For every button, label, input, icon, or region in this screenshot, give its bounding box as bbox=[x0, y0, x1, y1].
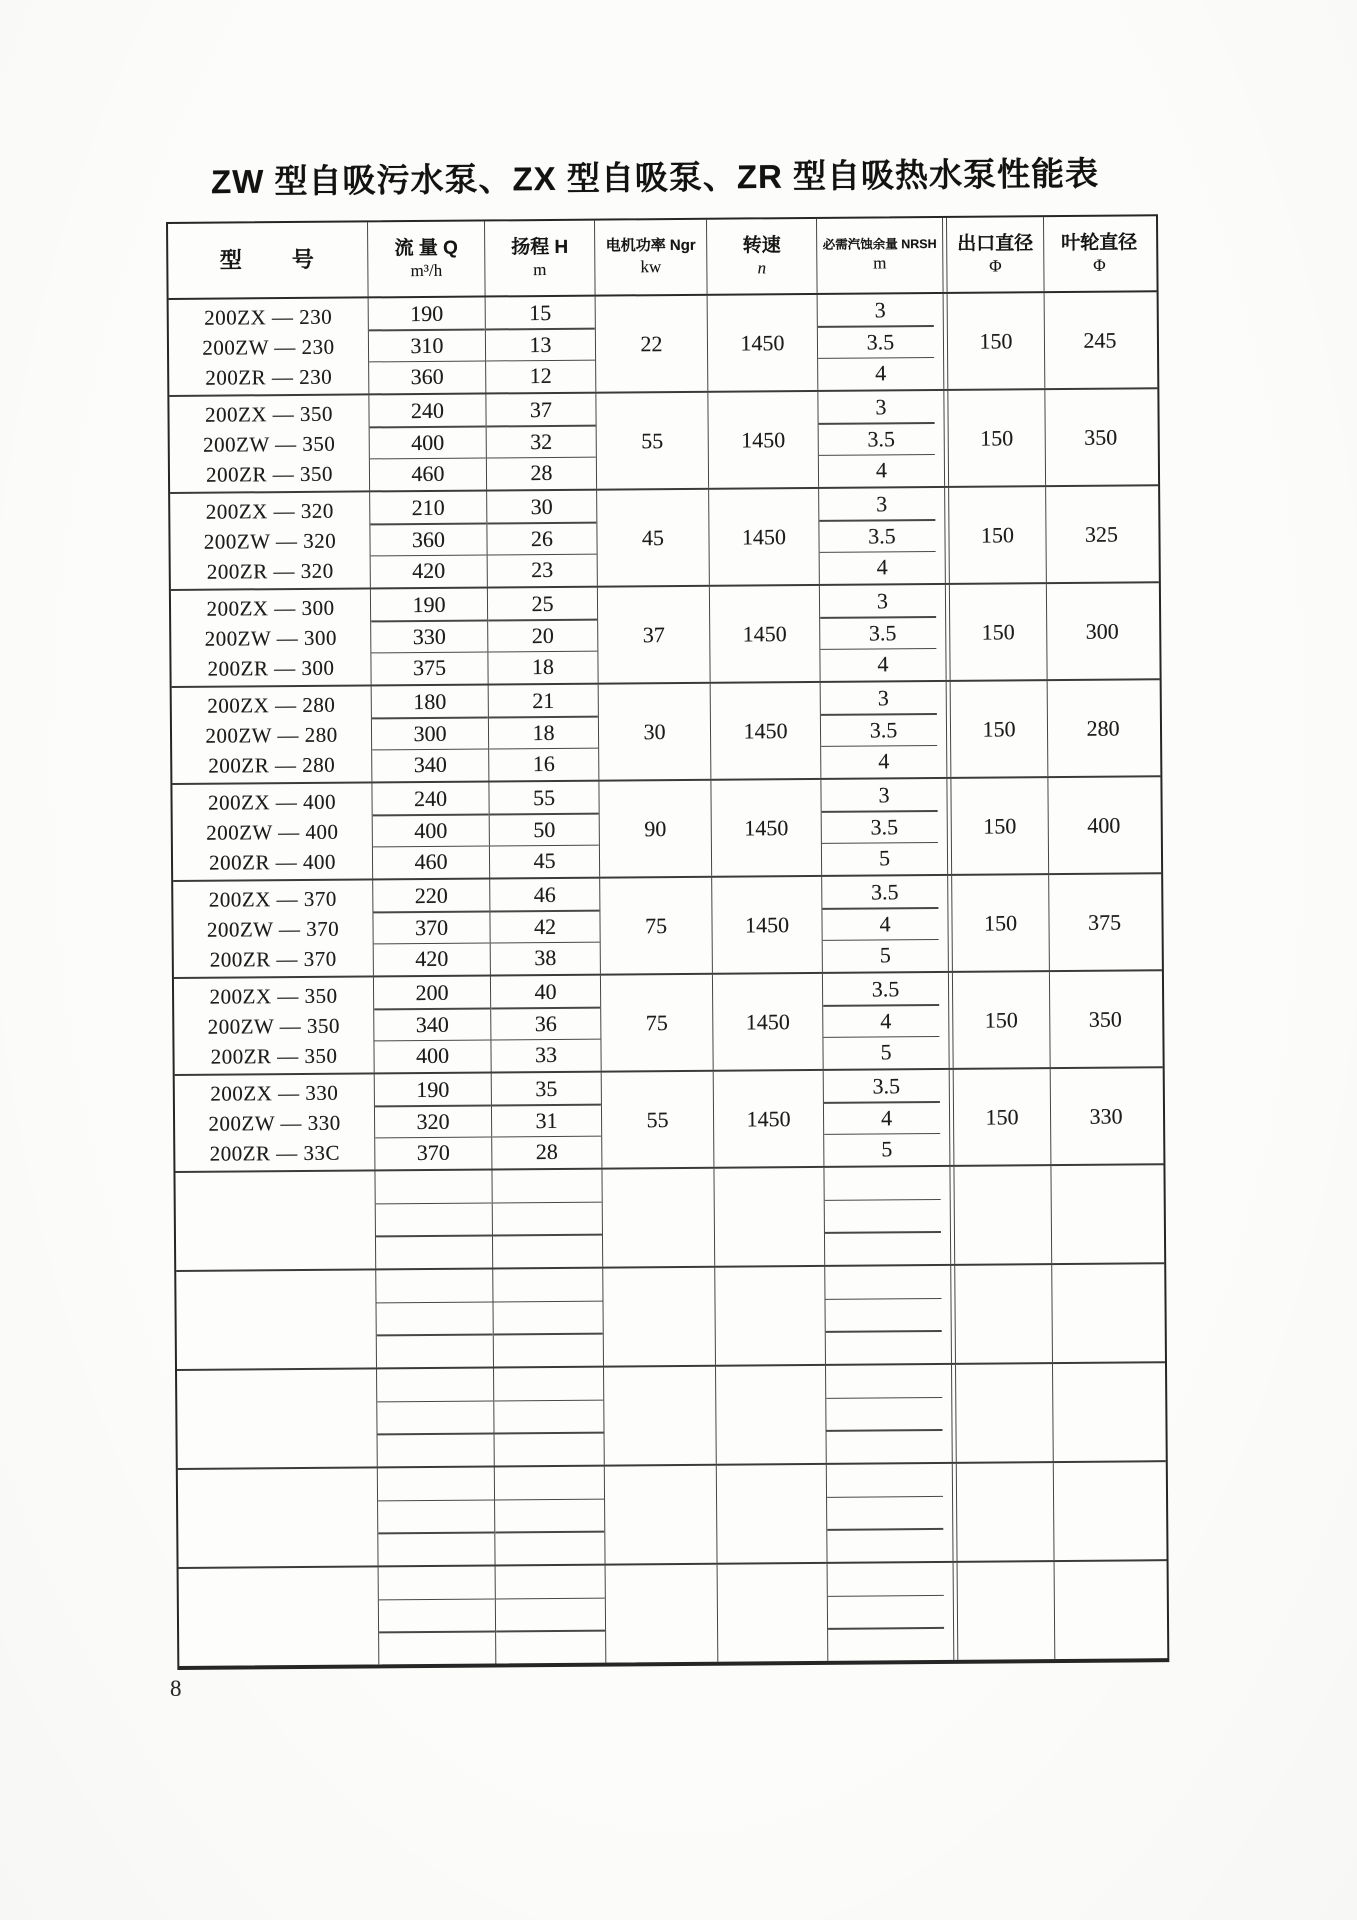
power-value: 30 bbox=[599, 684, 712, 780]
model-label: 200ZX — 350 bbox=[209, 983, 338, 1009]
npsh-column bbox=[818, 294, 945, 390]
head-value: 35 bbox=[492, 1073, 601, 1106]
flow-value: 180 bbox=[372, 685, 488, 718]
flow-column bbox=[376, 1269, 494, 1367]
head-value bbox=[494, 1333, 603, 1366]
npsh-value bbox=[825, 1298, 950, 1331]
pump-row-group bbox=[170, 486, 1159, 591]
model-label: 200ZR — 320 bbox=[206, 558, 334, 584]
flow-value: 460 bbox=[411, 460, 445, 487]
flow-column bbox=[375, 1073, 493, 1169]
flow-value: 420 bbox=[412, 557, 446, 584]
model-cell bbox=[175, 1171, 376, 1270]
power-value bbox=[605, 1466, 718, 1564]
head-value: 33 bbox=[534, 1042, 558, 1068]
head-value: 21 bbox=[489, 685, 598, 718]
impeller-value: 300 bbox=[1085, 618, 1119, 644]
head-value bbox=[495, 1499, 604, 1532]
outlet-value: 150 bbox=[951, 778, 1049, 874]
head-value: 28 bbox=[535, 1139, 558, 1165]
header-head: 扬程 H m bbox=[485, 221, 596, 296]
npsh-column bbox=[824, 1167, 951, 1265]
impeller-value: 400 bbox=[1087, 812, 1121, 838]
flow-value bbox=[376, 1235, 492, 1268]
head-column bbox=[490, 879, 601, 975]
head-column bbox=[486, 394, 597, 490]
header-speed: 转速 n bbox=[707, 219, 818, 294]
flow-value: 400 bbox=[370, 426, 486, 459]
npsh-column bbox=[824, 1070, 951, 1166]
flow-value: 330 bbox=[371, 620, 487, 653]
model-label: 200ZX — 280 bbox=[207, 692, 336, 718]
outlet-value bbox=[955, 1265, 1053, 1363]
head-value: 12 bbox=[529, 363, 552, 389]
power-value: 55 bbox=[596, 393, 709, 489]
outlet-value: 150 bbox=[954, 1069, 1052, 1165]
npsh-value bbox=[826, 1397, 951, 1430]
impeller-value bbox=[1051, 1165, 1162, 1263]
impeller-value: 350 bbox=[1084, 424, 1118, 450]
model-label: 200ZW — 370 bbox=[206, 916, 340, 942]
pump-row-group bbox=[175, 1068, 1164, 1173]
speed-value: 1450 bbox=[709, 489, 820, 585]
flow-value: 400 bbox=[373, 814, 489, 847]
npsh-column bbox=[827, 1464, 954, 1562]
model-label: 200ZW — 300 bbox=[204, 625, 338, 651]
header-model bbox=[168, 222, 369, 298]
model-label: 200ZR — 350 bbox=[205, 461, 333, 487]
head-value: 28 bbox=[530, 460, 553, 486]
head-column bbox=[494, 1368, 605, 1466]
model-cell bbox=[171, 589, 372, 686]
head-value bbox=[493, 1301, 602, 1334]
head-value: 18 bbox=[531, 654, 555, 680]
head-column bbox=[492, 1170, 603, 1268]
head-column bbox=[492, 1073, 603, 1169]
head-value: 16 bbox=[532, 751, 555, 777]
speed-value bbox=[718, 1564, 829, 1662]
outlet-value: 150 bbox=[953, 972, 1051, 1068]
model-cell bbox=[179, 1567, 380, 1666]
head-value: 42 bbox=[490, 910, 599, 943]
npsh-column bbox=[821, 779, 948, 875]
flow-value bbox=[378, 1532, 494, 1565]
head-value bbox=[493, 1234, 602, 1267]
model-cell bbox=[178, 1468, 379, 1567]
flow-column bbox=[374, 976, 492, 1072]
power-value: 37 bbox=[598, 587, 711, 683]
power-value: 75 bbox=[601, 975, 714, 1071]
model-label: 200ZR — 400 bbox=[209, 849, 337, 875]
empty-row-group bbox=[178, 1462, 1167, 1569]
outlet-value bbox=[956, 1364, 1054, 1462]
npsh-value: 3 bbox=[819, 488, 944, 521]
npsh-value: 3.5 bbox=[821, 714, 946, 747]
outlet-value: 150 bbox=[948, 293, 1046, 389]
flow-value: 340 bbox=[413, 751, 447, 778]
speed-value: 1450 bbox=[713, 974, 824, 1070]
model-label: 200ZW — 230 bbox=[202, 334, 335, 360]
head-value: 55 bbox=[489, 782, 598, 815]
pump-row-group bbox=[171, 583, 1160, 688]
impeller-value: 325 bbox=[1084, 521, 1119, 547]
flow-value bbox=[378, 1467, 494, 1500]
outlet-value bbox=[957, 1463, 1055, 1561]
outlet-value bbox=[954, 1166, 1052, 1264]
model-cell bbox=[174, 977, 375, 1074]
npsh-value: 3 bbox=[821, 682, 946, 715]
model-cell bbox=[175, 1074, 376, 1171]
flow-value: 370 bbox=[416, 1139, 450, 1166]
impeller-value bbox=[1054, 1462, 1165, 1560]
head-value: 38 bbox=[534, 945, 557, 971]
power-value bbox=[602, 1169, 715, 1267]
npsh-value bbox=[825, 1232, 950, 1265]
npsh-column bbox=[819, 488, 946, 584]
flow-value: 190 bbox=[371, 588, 487, 621]
empty-row-group bbox=[177, 1363, 1166, 1470]
flow-value bbox=[377, 1334, 493, 1367]
flow-column bbox=[370, 491, 488, 587]
flow-value bbox=[375, 1170, 491, 1203]
flow-value bbox=[377, 1401, 493, 1434]
power-value bbox=[603, 1268, 716, 1366]
model-cell bbox=[169, 395, 370, 492]
npsh-value bbox=[828, 1595, 953, 1628]
head-value: 13 bbox=[486, 328, 595, 361]
model-label: 200ZX — 300 bbox=[206, 595, 335, 621]
power-value: 55 bbox=[602, 1072, 715, 1168]
npsh-value: 4 bbox=[823, 1005, 948, 1038]
outlet-value bbox=[958, 1562, 1056, 1660]
head-value: 30 bbox=[487, 491, 596, 524]
npsh-value: 3.5 bbox=[822, 811, 947, 844]
npsh-value: 5 bbox=[878, 845, 891, 871]
head-value bbox=[493, 1202, 602, 1235]
head-value: 45 bbox=[533, 848, 556, 874]
model-cell bbox=[172, 686, 373, 783]
flow-value: 210 bbox=[370, 491, 486, 524]
head-value bbox=[494, 1368, 603, 1401]
npsh-value: 4 bbox=[876, 554, 888, 580]
head-column bbox=[486, 297, 597, 393]
power-value bbox=[606, 1565, 719, 1663]
npsh-value: 3.5 bbox=[822, 876, 947, 909]
head-column bbox=[488, 588, 599, 684]
flow-value: 200 bbox=[374, 976, 490, 1009]
head-value: 32 bbox=[487, 425, 596, 458]
flow-value: 190 bbox=[369, 298, 485, 331]
outlet-value: 150 bbox=[948, 390, 1046, 486]
page-number: 8 bbox=[170, 1676, 182, 1701]
model-cell bbox=[170, 492, 371, 589]
flow-value: 220 bbox=[373, 879, 489, 912]
flow-value bbox=[378, 1500, 494, 1533]
impeller-value: 375 bbox=[1087, 909, 1122, 935]
speed-value: 1450 bbox=[714, 1071, 825, 1167]
npsh-value: 4 bbox=[878, 748, 890, 774]
npsh-column bbox=[826, 1365, 953, 1463]
speed-value bbox=[716, 1366, 827, 1464]
speed-value: 1450 bbox=[711, 683, 822, 779]
pump-row-group bbox=[172, 680, 1161, 785]
model-label: 200ZX — 330 bbox=[210, 1080, 339, 1106]
npsh-value bbox=[827, 1496, 952, 1529]
model-cell bbox=[172, 783, 373, 880]
table-header-row bbox=[168, 216, 1157, 300]
flow-value: 340 bbox=[374, 1008, 490, 1041]
speed-value bbox=[715, 1267, 826, 1365]
header-outlet-diameter: 出口直径 Φ bbox=[947, 217, 1045, 292]
npsh-column bbox=[822, 876, 949, 972]
power-value: 90 bbox=[599, 781, 712, 877]
model-label: 200ZW — 330 bbox=[208, 1110, 341, 1136]
flow-value: 360 bbox=[370, 523, 486, 556]
head-value: 26 bbox=[487, 522, 596, 555]
model-label: 200ZX — 320 bbox=[205, 498, 334, 524]
impeller-value bbox=[1053, 1363, 1164, 1461]
model-cell bbox=[173, 880, 374, 977]
model-label: 200ZX — 370 bbox=[208, 886, 337, 912]
model-label: 200ZW — 280 bbox=[205, 722, 338, 748]
flow-value bbox=[378, 1433, 494, 1466]
model-label: 200ZW — 400 bbox=[206, 819, 339, 845]
model-label: 200ZR — 33C bbox=[209, 1140, 341, 1166]
flow-column bbox=[369, 394, 487, 490]
impeller-value bbox=[1052, 1264, 1163, 1362]
model-cell bbox=[169, 298, 370, 395]
header-model-label: 型 号 bbox=[219, 247, 316, 273]
flow-value: 240 bbox=[369, 394, 485, 427]
flow-value bbox=[376, 1269, 492, 1302]
flow-column bbox=[369, 297, 487, 393]
npsh-column bbox=[820, 585, 947, 681]
speed-value bbox=[714, 1168, 825, 1266]
npsh-column bbox=[823, 973, 950, 1069]
flow-value: 190 bbox=[375, 1073, 491, 1106]
power-value bbox=[604, 1367, 717, 1465]
flow-column bbox=[371, 588, 489, 684]
empty-row-group bbox=[176, 1264, 1165, 1371]
npsh-value: 3.5 bbox=[824, 1070, 949, 1103]
flow-column bbox=[378, 1467, 496, 1565]
npsh-value bbox=[826, 1331, 951, 1364]
speed-value: 1450 bbox=[710, 586, 821, 682]
outlet-value: 150 bbox=[951, 681, 1049, 777]
head-value bbox=[496, 1630, 605, 1663]
head-value bbox=[495, 1531, 604, 1564]
impeller-value bbox=[1055, 1561, 1166, 1659]
npsh-value: 3.5 bbox=[818, 326, 943, 359]
flow-value bbox=[376, 1203, 492, 1236]
model-cell bbox=[177, 1369, 378, 1468]
head-value bbox=[495, 1432, 604, 1465]
npsh-value: 3.5 bbox=[819, 520, 944, 553]
head-column bbox=[495, 1467, 606, 1565]
flow-value: 460 bbox=[414, 848, 448, 875]
npsh-value bbox=[827, 1430, 952, 1463]
model-label: 200ZW — 320 bbox=[203, 528, 337, 554]
pump-row-group bbox=[169, 389, 1158, 494]
head-value: 46 bbox=[490, 879, 599, 912]
npsh-value: 3 bbox=[821, 779, 946, 812]
npsh-value: 3.5 bbox=[820, 617, 945, 650]
model-label: 200ZW — 350 bbox=[203, 431, 336, 457]
flow-value bbox=[379, 1599, 495, 1632]
flow-value bbox=[379, 1566, 495, 1599]
npsh-value bbox=[828, 1628, 953, 1661]
document-title: ZW 型自吸污水泵、ZX 型自吸泵、ZR 型自吸热水泵性能表 bbox=[210, 154, 1100, 201]
flow-column bbox=[372, 782, 490, 878]
flow-value bbox=[377, 1368, 493, 1401]
model-label: 200ZX — 400 bbox=[207, 789, 337, 815]
npsh-value: 5 bbox=[881, 1136, 893, 1162]
npsh-value bbox=[827, 1529, 952, 1562]
head-value: 50 bbox=[490, 813, 599, 846]
model-label: 200ZR — 300 bbox=[207, 655, 335, 681]
flow-value: 310 bbox=[369, 329, 485, 362]
head-value: 25 bbox=[488, 588, 597, 621]
npsh-column bbox=[825, 1266, 952, 1364]
flow-value: 320 bbox=[375, 1105, 491, 1138]
power-value: 45 bbox=[597, 490, 710, 586]
model-label: 200ZX — 350 bbox=[204, 401, 334, 427]
head-value bbox=[496, 1566, 605, 1599]
performance-table bbox=[166, 214, 1169, 1670]
npsh-value bbox=[826, 1365, 951, 1398]
head-value: 15 bbox=[486, 297, 595, 330]
head-value bbox=[495, 1467, 604, 1500]
power-value: 22 bbox=[596, 296, 709, 392]
speed-value: 1450 bbox=[711, 780, 822, 876]
npsh-value: 3 bbox=[820, 585, 945, 618]
impeller-value: 350 bbox=[1088, 1006, 1122, 1032]
flow-value: 300 bbox=[372, 717, 488, 750]
table-body bbox=[169, 292, 1168, 1666]
head-column bbox=[487, 491, 598, 587]
npsh-value bbox=[825, 1266, 950, 1299]
flow-column bbox=[375, 1170, 493, 1268]
npsh-value: 4 bbox=[822, 908, 947, 941]
flow-value: 240 bbox=[372, 782, 488, 815]
head-value: 40 bbox=[491, 976, 600, 1009]
flow-value: 420 bbox=[415, 945, 449, 972]
head-value: 23 bbox=[531, 557, 554, 583]
speed-value: 1450 bbox=[708, 392, 819, 488]
npsh-value bbox=[825, 1199, 950, 1232]
head-value bbox=[496, 1598, 605, 1631]
head-value: 31 bbox=[492, 1104, 601, 1137]
npsh-value: 4 bbox=[875, 457, 888, 483]
npsh-value: 3.5 bbox=[819, 423, 944, 456]
head-value: 18 bbox=[489, 716, 598, 749]
head-value: 37 bbox=[486, 394, 595, 427]
npsh-value bbox=[824, 1167, 949, 1200]
outlet-value: 150 bbox=[950, 584, 1048, 680]
model-label: 200ZX — 230 bbox=[204, 304, 333, 330]
npsh-value: 5 bbox=[880, 1039, 892, 1065]
impeller-value: 245 bbox=[1083, 327, 1117, 353]
model-label: 200ZR — 350 bbox=[210, 1043, 338, 1069]
head-value: 20 bbox=[488, 619, 597, 652]
head-value bbox=[493, 1269, 602, 1302]
model-label: 200ZW — 350 bbox=[207, 1013, 341, 1039]
pump-row-group bbox=[172, 777, 1161, 882]
npsh-value: 3 bbox=[818, 294, 943, 327]
npsh-value: 5 bbox=[879, 942, 891, 968]
model-label: 200ZR — 230 bbox=[205, 364, 333, 390]
flow-column bbox=[372, 685, 490, 781]
npsh-value: 4 bbox=[877, 651, 889, 677]
pump-row-group bbox=[173, 874, 1162, 979]
flow-value: 370 bbox=[373, 911, 489, 944]
header-impeller-diameter: 叶轮直径 Φ bbox=[1061, 231, 1138, 275]
head-column bbox=[489, 782, 600, 878]
npsh-value: 4 bbox=[824, 1102, 949, 1135]
npsh-value: 4 bbox=[875, 360, 887, 386]
flow-value bbox=[376, 1302, 492, 1335]
header-power: 电机功率 Ngr kw bbox=[595, 220, 708, 295]
flow-value: 375 bbox=[412, 654, 447, 681]
flow-value: 400 bbox=[415, 1042, 450, 1069]
model-label: 200ZR — 280 bbox=[208, 752, 336, 778]
speed-value bbox=[717, 1465, 828, 1563]
flow-column bbox=[379, 1566, 497, 1664]
speed-value: 1450 bbox=[712, 877, 823, 973]
header-npsh: 必需汽蚀余量 NRSH m bbox=[817, 218, 944, 293]
flow-value: 360 bbox=[410, 363, 444, 390]
empty-row-group bbox=[179, 1561, 1168, 1666]
head-value bbox=[494, 1400, 603, 1433]
outlet-value: 150 bbox=[952, 875, 1050, 971]
head-column bbox=[491, 976, 602, 1072]
head-column bbox=[489, 685, 600, 781]
npsh-value bbox=[828, 1563, 953, 1596]
head-value bbox=[492, 1170, 601, 1203]
impeller-value: 330 bbox=[1089, 1103, 1123, 1129]
npsh-column bbox=[818, 391, 945, 487]
head-column bbox=[493, 1269, 604, 1367]
npsh-value: 3 bbox=[818, 391, 943, 424]
empty-row-group bbox=[175, 1165, 1164, 1272]
npsh-value: 3.5 bbox=[823, 973, 948, 1006]
flow-column bbox=[373, 879, 491, 975]
head-column bbox=[496, 1566, 607, 1664]
npsh-column bbox=[821, 682, 948, 778]
npsh-value bbox=[827, 1464, 952, 1497]
power-value: 75 bbox=[600, 878, 713, 974]
model-cell bbox=[176, 1270, 377, 1369]
pump-row-group bbox=[174, 971, 1163, 1076]
outlet-value: 150 bbox=[949, 487, 1047, 583]
model-label: 200ZR — 370 bbox=[209, 946, 337, 972]
flow-column bbox=[377, 1368, 495, 1466]
head-value: 36 bbox=[491, 1007, 600, 1040]
header-flow: 流 量 Q m³/h bbox=[368, 221, 486, 296]
npsh-column bbox=[828, 1563, 955, 1661]
impeller-value: 280 bbox=[1086, 715, 1120, 741]
speed-value: 1450 bbox=[708, 295, 819, 391]
flow-value bbox=[379, 1631, 495, 1664]
pump-row-group bbox=[169, 292, 1158, 397]
